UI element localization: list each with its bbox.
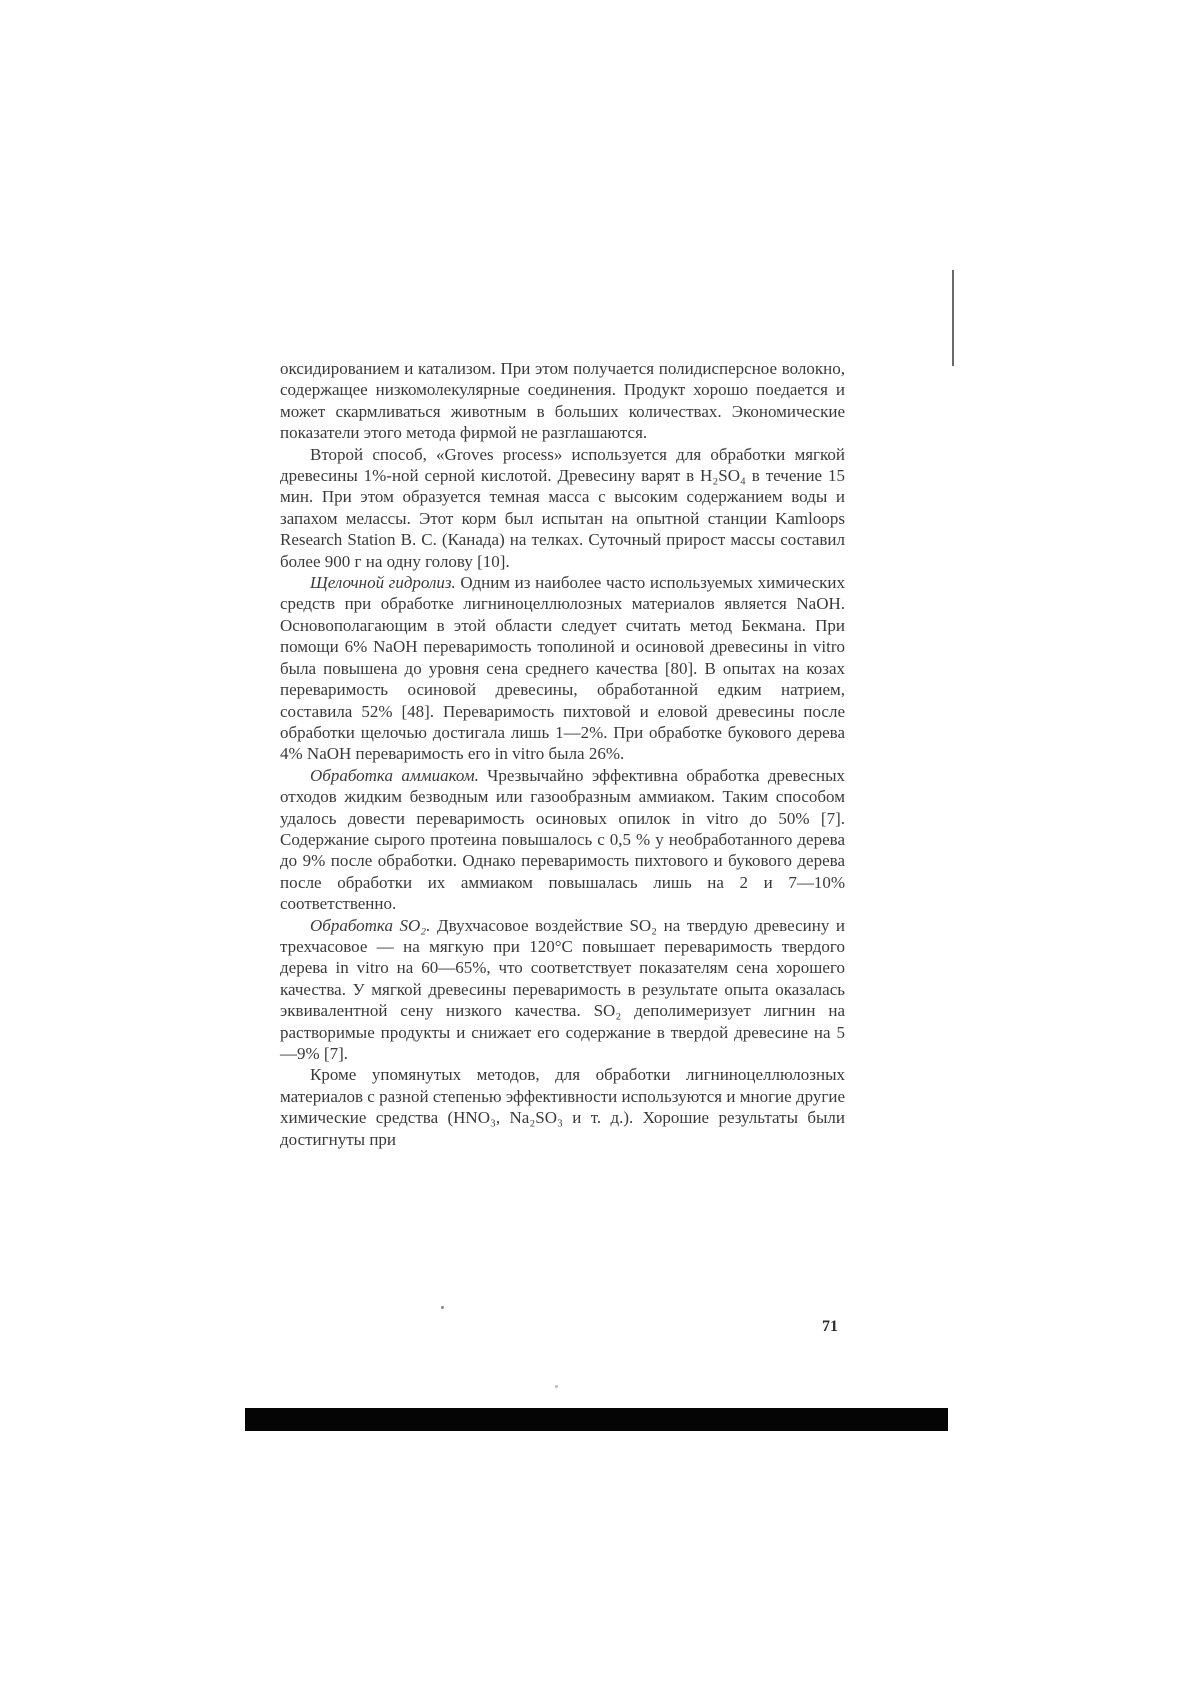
paragraph-text: Двухчасовое воздействие SO₂ на твердую древесину и трехчасовое — на мягкую при 120°C повышает переваримость твердого дерева in vitro на 60—65%, что соответствует показателям сена хорошего качества. У мягкой древесины переваримость в результате опыта оказалась эквивалентной сену низкого качества. SO₂ деполимеризует лигнин на растворимые продукты и снижает его содержание в твердой древесине на 5—9% [7]. — [280, 915, 845, 1063]
paragraph-text: Кроме упомянутых методов, для обработки лигниноцеллюлозных материалов с разной степенью эффективности используются и многие другие химические средства (HNO₃, Na₂SO₃ и т. д.). Хорошие результаты были достигнуты при — [280, 1065, 845, 1149]
page-edge-line — [952, 270, 954, 366]
scan-speck — [441, 1306, 444, 1309]
page-number: 71 — [822, 1318, 838, 1335]
paragraph-text: оксидированием и катализом. При этом получается полидисперсное волокно, содержащее низкомолекулярные соединения. Продукт хорошо поедается и может скармливаться животным в больших количествах. Экономические показатели этого метода фирмой не разглашаются. — [280, 359, 845, 443]
paragraph-so2-treatment — [280, 915, 845, 1065]
paragraph-continuation — [280, 358, 845, 444]
paragraph-ammonia-treatment — [280, 765, 845, 915]
section-lead-so2-treatment: Обработка SO₂. — [310, 915, 431, 935]
paragraph-text: Чрезвычайно эффективна обработка древесных отходов жидким безводным или газообразным аммиаком. Таким способом удалось довести переваримость осиновых опилок in vitro до 50% [7]. Содержание сырого протеина повышалось с 0,5 % у необработанного дерева до 9% после обработки. Однако переваримость пихтового и букового дерева после обработки их аммиаком повышалась лишь на 2 и 7—10% соответственно. — [280, 765, 845, 914]
paragraph-text: Одним из наиболее часто используемых химических средств при обработке лигниноцеллюлозных материалов является NaOH. Основополагающим в этой области следует считать метод Бекмана. При помощи 6% NaOH переваримость тополиной и осиновой древесины in vitro была повышена до уровня сена среднего качества [80]. В опытах на козах переваримость осиновой древесины, обработанной едким натрием, составила 52% [48]. Переваримость пихтовой и еловой древесины после обработки щелочью достигала лишь 1—2%. При обработке букового дерева 4% NaOH переваримость его in vitro была 26%. — [280, 573, 845, 764]
section-lead-alkaline-hydrolysis: Щелочной гидролиз. — [310, 573, 456, 593]
paragraph-text: Второй способ, «Groves process» используется для обработки мягкой древесины 1%-ной серной кислотой. Древесину варят в H₂SO₄ в течение 15 мин. При этом образуется темная масса с высоким содержанием воды и запахом мелассы. Этот корм был испытан на опытной станции Kamloops Research Station B. C. (Канада) на телках. Суточный прирост массы составил более 900 г на одну голову [10]. — [280, 444, 845, 571]
paragraph-other-methods — [280, 1064, 845, 1150]
scan-bottom-bar — [245, 1408, 948, 1431]
paragraph-alkaline-hydrolysis — [280, 572, 845, 765]
scan-speck — [555, 1385, 558, 1388]
page-text-block — [280, 358, 845, 1150]
paragraph-groves-process — [280, 444, 845, 572]
section-lead-ammonia-treatment: Обработка аммиаком. — [310, 765, 479, 785]
